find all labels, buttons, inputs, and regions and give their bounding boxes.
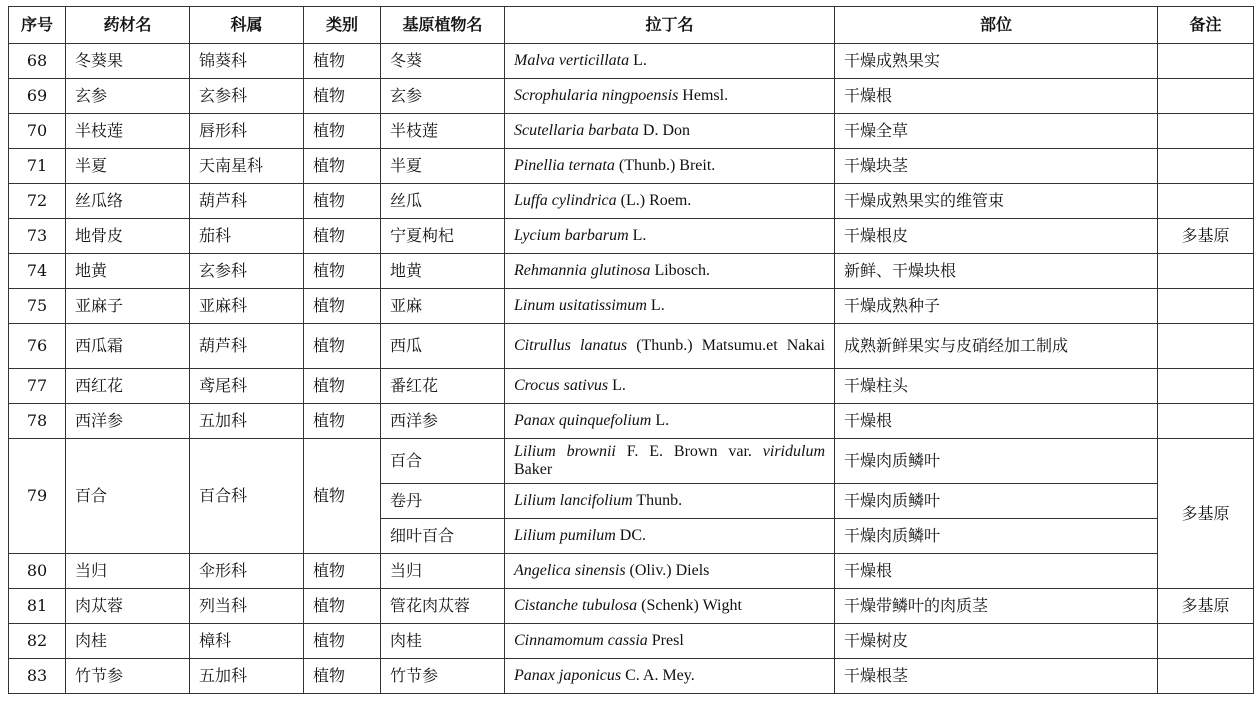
latin-author: (Thunb.) Matsumu.et Nakai: [627, 337, 825, 354]
row-number: 82: [9, 624, 66, 659]
medicinal-part: 成熟新鲜果实与皮硝经加工制成: [835, 324, 1158, 369]
medicinal-part: 干燥根: [835, 554, 1158, 589]
category: 植物: [304, 149, 381, 184]
row-number: 78: [9, 404, 66, 439]
remark: [1158, 254, 1254, 289]
latin-variety-prefix: F. E. Brown var.: [615, 443, 763, 460]
header-cell: 序号: [9, 7, 66, 44]
medicinal-part: 干燥柱头: [835, 369, 1158, 404]
header-cell: 拉丁名: [505, 7, 835, 44]
latin-name: [514, 122, 690, 139]
latin-author: L.: [651, 412, 670, 429]
table-row: [9, 219, 1254, 254]
source-plant: 半枝莲: [381, 114, 505, 149]
latin-name-cell: [505, 44, 835, 79]
family-name: 伞形科: [190, 554, 304, 589]
latin-name: [514, 87, 728, 104]
source-plant: 宁夏枸杞: [381, 219, 505, 254]
medicinal-part: 干燥成熟果实的维管束: [835, 184, 1158, 219]
latin-genus-species: Rehmannia glutinosa: [514, 262, 651, 279]
latin-genus-species: Luffa cylindrica: [514, 192, 617, 209]
latin-author: DC.: [615, 527, 647, 544]
header-cell: 部位: [835, 7, 1158, 44]
table-row: [9, 589, 1254, 624]
latin-genus-species: Lilium pumilum: [514, 527, 616, 544]
table-row: [9, 184, 1254, 219]
latin-genus-species: Lilium lancifolium: [514, 492, 633, 509]
herb-table: [8, 6, 1254, 694]
latin-genus-species: Scutellaria barbata: [514, 122, 639, 139]
latin-author: L.: [629, 52, 647, 69]
latin-genus-species: Cinnamomum cassia: [514, 632, 648, 649]
latin-name: [514, 337, 825, 355]
source-plant: 细叶百合: [381, 519, 505, 554]
herb-name: 西洋参: [66, 404, 190, 439]
category: 植物: [304, 79, 381, 114]
latin-author: L.: [608, 377, 626, 394]
latin-genus-species: Lycium barbarum: [514, 227, 629, 244]
source-plant: 当归: [381, 554, 505, 589]
family-name: 唇形科: [190, 114, 304, 149]
category: 植物: [304, 219, 381, 254]
medicinal-part: 新鲜、干燥块根: [835, 254, 1158, 289]
source-plant: 半夏: [381, 149, 505, 184]
latin-name: [514, 297, 665, 314]
category: 植物: [304, 114, 381, 149]
herb-name: 肉桂: [66, 624, 190, 659]
remark: [1158, 624, 1254, 659]
header-cell: 药材名: [66, 7, 190, 44]
family-name: 玄参科: [190, 254, 304, 289]
family-name: 天南星科: [190, 149, 304, 184]
latin-author: C. A. Mey.: [621, 667, 695, 684]
row-number: 68: [9, 44, 66, 79]
row-number: 71: [9, 149, 66, 184]
header-cell: 类别: [304, 7, 381, 44]
latin-name-cell: [505, 114, 835, 149]
latin-name-cell: [505, 659, 835, 694]
latin-name-cell: [505, 484, 835, 519]
herb-name: 地黄: [66, 254, 190, 289]
medicinal-part: 干燥肉质鳞叶: [835, 439, 1158, 484]
header-cell: 备注: [1158, 7, 1254, 44]
latin-name: [514, 262, 710, 279]
latin-author: (Thunb.) Breit.: [614, 157, 716, 174]
source-plant: 肉桂: [381, 624, 505, 659]
latin-author: L.: [628, 227, 647, 244]
latin-name: [514, 527, 646, 544]
medicinal-part: 干燥肉质鳞叶: [835, 519, 1158, 554]
medicinal-part: 干燥带鳞叶的肉质茎: [835, 589, 1158, 624]
medicinal-part: 干燥根: [835, 404, 1158, 439]
source-plant: 西瓜: [381, 324, 505, 369]
family-name: 百合科: [190, 439, 304, 554]
source-plant: 百合: [381, 439, 505, 484]
table-row: [9, 324, 1254, 369]
medicinal-part: 干燥根: [835, 79, 1158, 114]
table-row: [9, 624, 1254, 659]
herb-name: 肉苁蓉: [66, 589, 190, 624]
category: 植物: [304, 439, 381, 554]
family-name: 鸢尾科: [190, 369, 304, 404]
row-number: 77: [9, 369, 66, 404]
latin-author: Thunb.: [632, 492, 683, 509]
herb-name: 西瓜霜: [66, 324, 190, 369]
herb-name: 半夏: [66, 149, 190, 184]
source-plant: 西洋参: [381, 404, 505, 439]
family-name: 亚麻科: [190, 289, 304, 324]
source-plant: 管花肉苁蓉: [381, 589, 505, 624]
latin-name-cell: [505, 79, 835, 114]
latin-name-cell: [505, 404, 835, 439]
latin-name-cell: [505, 289, 835, 324]
remark: [1158, 184, 1254, 219]
herb-name: 百合: [66, 439, 190, 554]
table-row: [9, 79, 1254, 114]
category: 植物: [304, 184, 381, 219]
table-row: [9, 149, 1254, 184]
herb-name: 玄参: [66, 79, 190, 114]
source-plant: 竹节参: [381, 659, 505, 694]
row-number: 75: [9, 289, 66, 324]
latin-name: [514, 227, 646, 244]
latin-name-cell: [505, 369, 835, 404]
source-plant: 地黄: [381, 254, 505, 289]
family-name: 葫芦科: [190, 324, 304, 369]
herb-name: 半枝莲: [66, 114, 190, 149]
latin-name-cell: [505, 184, 835, 219]
latin-author: (Oliv.) Diels: [625, 562, 710, 579]
latin-name: [514, 157, 715, 174]
latin-genus-species: Pinellia ternata: [514, 157, 615, 174]
category: 植物: [304, 44, 381, 79]
latin-name: [514, 597, 742, 614]
source-plant: 丝瓜: [381, 184, 505, 219]
latin-name: [514, 562, 709, 579]
medicinal-part: 干燥肉质鳞叶: [835, 484, 1158, 519]
latin-genus-species: Malva verticillata: [514, 52, 630, 69]
latin-name-cell: [505, 149, 835, 184]
remark: [1158, 149, 1254, 184]
remark: 多基原: [1158, 439, 1254, 589]
table-row: [9, 254, 1254, 289]
remark: [1158, 369, 1254, 404]
category: 植物: [304, 624, 381, 659]
table-row: [9, 369, 1254, 404]
latin-name: [514, 377, 626, 394]
latin-author: L.: [646, 297, 665, 314]
latin-name-cell: [505, 554, 835, 589]
latin-author: D. Don: [638, 122, 690, 139]
remark: [1158, 404, 1254, 439]
herb-name: 丝瓜络: [66, 184, 190, 219]
medicinal-part: 干燥树皮: [835, 624, 1158, 659]
medicinal-part: 干燥块茎: [835, 149, 1158, 184]
row-number: 73: [9, 219, 66, 254]
medicinal-part: 干燥根皮: [835, 219, 1158, 254]
latin-variety: viridulum: [762, 443, 825, 460]
table-row: [9, 44, 1254, 79]
latin-name: [514, 192, 691, 209]
remark: [1158, 114, 1254, 149]
latin-genus-species: Panax quinquefolium: [514, 412, 652, 429]
header-cell: 基原植物名: [381, 7, 505, 44]
latin-author: Libosch.: [650, 262, 710, 279]
latin-genus-species: Panax japonicus: [514, 667, 622, 684]
row-number: 76: [9, 324, 66, 369]
latin-genus-species: Lilium brownii: [514, 443, 616, 460]
latin-author: (Schenk) Wight: [637, 597, 742, 614]
latin-author: Presl: [647, 632, 684, 649]
family-name: 葫芦科: [190, 184, 304, 219]
family-name: 茄科: [190, 219, 304, 254]
latin-name-cell: [505, 519, 835, 554]
category: 植物: [304, 404, 381, 439]
table-row: [9, 659, 1254, 694]
row-number: 72: [9, 184, 66, 219]
medicinal-part: 干燥根茎: [835, 659, 1158, 694]
herb-name: 当归: [66, 554, 190, 589]
medicinal-part: 干燥全草: [835, 114, 1158, 149]
latin-name-cell: [505, 254, 835, 289]
herb-name: 地骨皮: [66, 219, 190, 254]
medicinal-part: 干燥成熟种子: [835, 289, 1158, 324]
latin-genus-species: Scrophularia ningpoensis: [514, 87, 679, 104]
herb-table-sheet: [8, 6, 1253, 694]
row-number: 69: [9, 79, 66, 114]
category: 植物: [304, 369, 381, 404]
row-number: 83: [9, 659, 66, 694]
latin-author: (L.) Roem.: [616, 192, 692, 209]
latin-name: [514, 667, 695, 684]
latin-name-cell: [505, 439, 835, 484]
latin-name: [514, 443, 825, 479]
category: 植物: [304, 254, 381, 289]
family-name: 锦葵科: [190, 44, 304, 79]
latin-name-cell: [505, 324, 835, 369]
remark: 多基原: [1158, 589, 1254, 624]
latin-author: Baker: [514, 461, 553, 478]
herb-name: 亚麻子: [66, 289, 190, 324]
row-number: 81: [9, 589, 66, 624]
source-plant: 玄参: [381, 79, 505, 114]
family-name: 玄参科: [190, 79, 304, 114]
latin-name: [514, 632, 684, 649]
row-number: 79: [9, 439, 66, 554]
row-number: 70: [9, 114, 66, 149]
remark: [1158, 289, 1254, 324]
table-row: [9, 289, 1254, 324]
table-body: [9, 44, 1254, 694]
remark: [1158, 324, 1254, 369]
category: 植物: [304, 554, 381, 589]
herb-name: 冬葵果: [66, 44, 190, 79]
family-name: 五加科: [190, 659, 304, 694]
header-row: [9, 7, 1254, 44]
category: 植物: [304, 289, 381, 324]
latin-genus-species: Angelica sinensis: [514, 562, 626, 579]
latin-name: [514, 412, 669, 429]
remark: 多基原: [1158, 219, 1254, 254]
table-row: [9, 114, 1254, 149]
latin-genus-species: Citrullus lanatus: [514, 337, 628, 354]
herb-name: 竹节参: [66, 659, 190, 694]
header-cell: 科属: [190, 7, 304, 44]
family-name: 列当科: [190, 589, 304, 624]
category: 植物: [304, 659, 381, 694]
latin-name-cell: [505, 589, 835, 624]
row-number: 80: [9, 554, 66, 589]
family-name: 樟科: [190, 624, 304, 659]
table-row: [9, 404, 1254, 439]
category: 植物: [304, 589, 381, 624]
latin-genus-species: Cistanche tubulosa: [514, 597, 638, 614]
latin-name-cell: [505, 624, 835, 659]
table-row: [9, 554, 1254, 589]
remark: [1158, 79, 1254, 114]
source-plant: 冬葵: [381, 44, 505, 79]
source-plant: 番红花: [381, 369, 505, 404]
latin-name-cell: [505, 219, 835, 254]
latin-genus-species: Linum usitatissimum: [514, 297, 647, 314]
remark: [1158, 659, 1254, 694]
latin-author: Hemsl.: [678, 87, 729, 104]
table-row: [9, 439, 1254, 484]
source-plant: 亚麻: [381, 289, 505, 324]
remark: [1158, 44, 1254, 79]
latin-genus-species: Crocus sativus: [514, 377, 609, 394]
category: 植物: [304, 324, 381, 369]
source-plant: 卷丹: [381, 484, 505, 519]
family-name: 五加科: [190, 404, 304, 439]
row-number: 74: [9, 254, 66, 289]
latin-name: [514, 492, 682, 509]
medicinal-part: 干燥成熟果实: [835, 44, 1158, 79]
latin-name: [514, 52, 647, 69]
herb-name: 西红花: [66, 369, 190, 404]
